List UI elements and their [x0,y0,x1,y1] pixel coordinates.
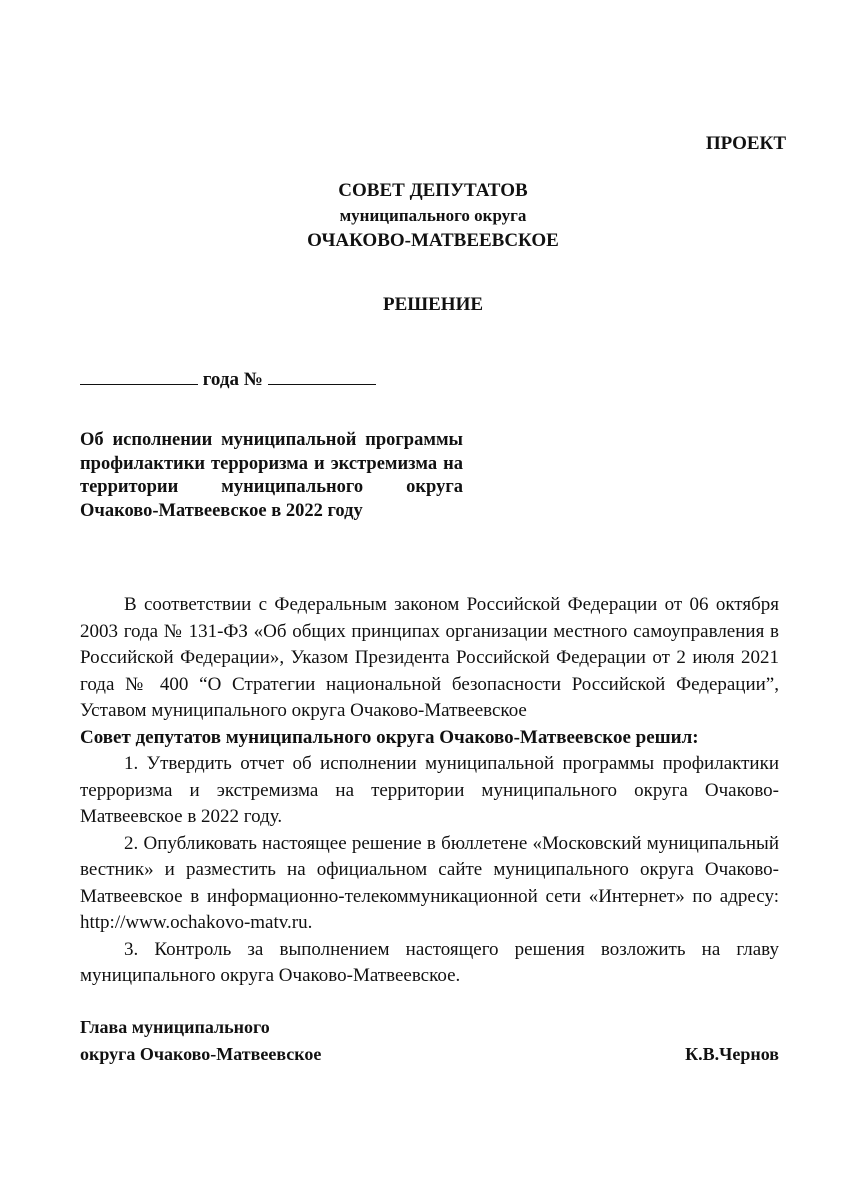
number-blank [268,368,376,385]
draft-stamp: ПРОЕКТ [705,133,786,154]
signatory-title-line1: Глава муниципального [80,1017,270,1037]
preamble-paragraph: В соответствии с Федеральным законом Российской Федерации от 06 октября 2003 года № 131-ФЗ «Об общих принципах организации местного самоуправления в Российской Федерации», Указом Президента Российской Федерации от 2 июля 2021 года № 400 “О Стратегии национальной безопасности Российской Федерации”, Уставом муниципального округа Очаково-Матвеевское [80,594,779,721]
item-2: 2. Опубликовать настоящее решение в бюллетене «Московский муниципальный вестник» и разместить на официальном сайте муниципального округа Очаково-Матвеевское в информационно-телекоммуникационной сети «Интернет» по адресу: http://www.ochakovo-matv.ru. [80,832,779,933]
decision-subject: Об исполнении муниципальной программы профилактики терроризма и экстремизма на территории муниципального округа Очаково-Матвеевское в 2022 году [80,430,463,521]
item-3: 3. Контроль за выполнением настоящего решения возложить на главу муниципального округа Очаково-Матвеевское. [80,938,779,986]
date-number-line [80,368,376,391]
date-blank [80,368,198,385]
signature-block [80,1014,779,1067]
resolution-line: Совет депутатов муниципального округа Очаково-Матвеевское решил: [80,726,699,748]
council-header [0,178,848,253]
signatory-title-line2: округа Очаково-Матвеевское [80,1043,322,1064]
council-title: СОВЕТ ДЕПУТАТОВ [338,180,528,201]
decision-heading: РЕШЕНИЕ [382,294,484,315]
year-number-label: года № [198,369,268,390]
district-name: ОЧАКОВО-МАТВЕЕВСКОЕ [307,230,559,251]
council-subtitle: муниципального округа [339,206,527,225]
decision-body [80,592,779,990]
item-1: 1. Утвердить отчет об исполнении муниципальной программы профилактики терроризма и экстремизма на территории муниципального округа Очаково-Матвеевское в 2022 году. [80,753,779,827]
signatory-name: К.В.Чернов [685,1043,779,1064]
